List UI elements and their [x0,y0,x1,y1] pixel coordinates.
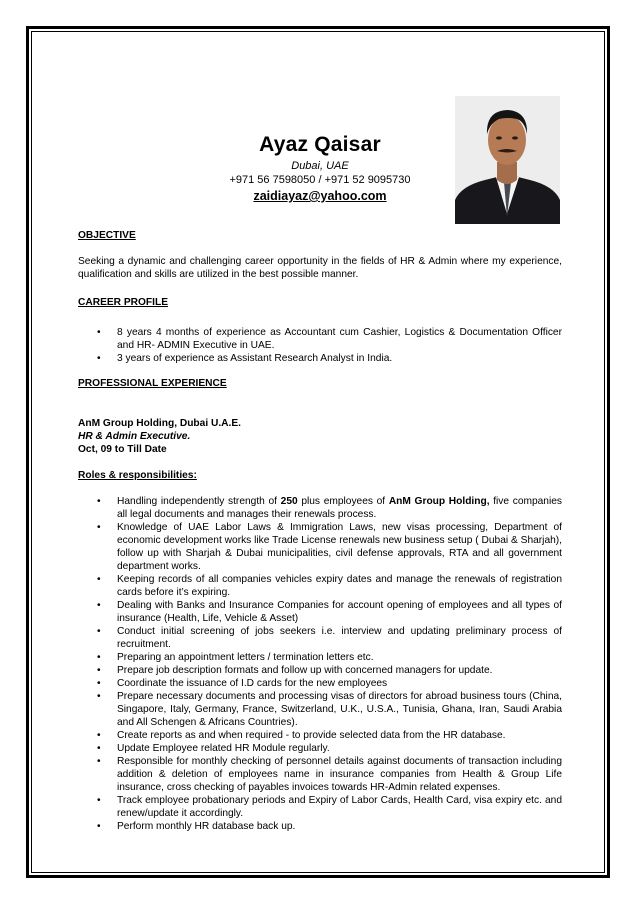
list-item: • Dealing with Banks and Insurance Companies for account opening of employees and all types of insurance (Health, Life, Vehicle & Asset) [117,599,562,625]
employee-count: 250 [280,496,298,507]
candidate-email-link[interactable]: zaidiayaz@yahoo.com [253,189,387,203]
list-item: • 8 years 4 months of experience as Accountant cum Cashier, Logistics & Documentation Officer and HR- ADMIN Executive in UAE. [117,326,562,352]
candidate-name: Ayaz Qaisar [259,133,381,156]
candidate-location: Dubai, UAE [291,160,349,172]
list-item: • Preparing an appointment letters / termination letters etc. [117,651,562,664]
list-item: • Update Employee related HR Module regularly. [117,742,562,755]
list-item: • Conduct initial screening of jobs seekers i.e. interview and updating preliminary process of recruitment. [117,625,562,651]
list-item: • 3 years of experience as Assistant Research Analyst in India. [117,352,562,365]
experience-heading: PROFESSIONAL EXPERIENCE [78,378,227,389]
responsibilities-list [78,495,562,833]
objective-text: Seeking a dynamic and challenging career opportunity in the fields of HR & Admin where my experience, qualification and skills are utilized in the best possible manner. [78,256,562,280]
list-item-text: Handling independently strength of [117,496,281,507]
list-item: • Responsible for monthly checking of personnel details against documents of transaction including addition & deletion of employees name in insurance companies from Health & Group Life insurance, cross checking of payables invoices towards HR-Admin related expenses. [117,755,562,794]
list-item-text: plus employees of [297,496,389,507]
roles-heading: Roles & responsibilities: [78,470,197,481]
list-item-text: five companies all legal documents and manages their renewals process. [117,496,562,520]
employment-dates: Oct, 09 to Till Date [78,444,167,455]
career-profile-heading: CAREER PROFILE [78,297,168,308]
profile-photo [455,96,560,224]
resume-body [78,224,562,833]
list-item: • Coordinate the issuance of I.D cards for the new employees [117,677,562,690]
job-title: HR & Admin Executive. [78,431,191,442]
list-item: • Keeping records of all companies vehicles expiry dates and manage the renewals of registration cards before it’s expiring. [117,573,562,599]
employer-name: AnM Group Holding, Dubai U.A.E. [78,418,241,429]
list-item: • Prepare job description formats and follow up with concerned managers for update. [117,664,562,677]
resume-header [200,133,440,205]
company-name: AnM Group Holding, [388,496,490,507]
list-item: • Knowledge of UAE Labor Laws & Immigration Laws, new visas processing, Department of economic development works like Trade License renewals new business setup ( Dubai & Sharjah), follow up with Sharjah & Dubai municipalities, civil defense approvals, RTA and all government department works. [117,521,562,573]
list-item: • Perform monthly HR database back up. [117,820,562,833]
objective-heading: OBJECTIVE [78,230,136,241]
career-profile-list [78,326,562,365]
list-item: • Create reports as and when required - to provide selected data from the HR database. [117,729,562,742]
list-item: • Track employee probationary periods and Expiry of Labor Cards, Health Card, visa expiry etc. and renew/update it accordingly. [117,794,562,820]
list-item [117,495,562,521]
list-item: • Prepare necessary documents and processing visas of directors for abroad business tours (China, Singapore, Italy, Germany, France, Switzerland, U.K., U.S.A., Tunisia, Ghana, Iran, Saudi Arabia and All Schengen & Africans Countries). [117,690,562,729]
candidate-phone: +971 56 7598050 / +971 52 9095730 [229,174,411,186]
